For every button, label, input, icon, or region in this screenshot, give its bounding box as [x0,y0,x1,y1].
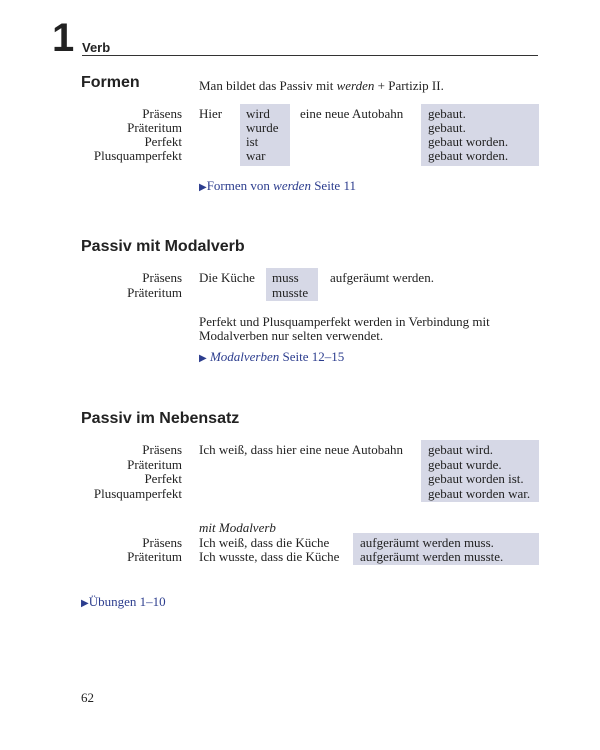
tense-label: Präteritum [127,457,182,472]
aux-verb: wird [246,106,270,121]
tense-label: Präsens [142,270,182,285]
tense-label: Präsens [142,442,182,457]
rest-text: aufgeräumt werden. [330,270,434,285]
verb-cluster: gebaut worden ist. [428,471,524,486]
tense-label: Plusquamperfekt [93,148,182,163]
modal-verb: muss [272,270,299,285]
tense-label: Präteritum [127,549,182,564]
participle: gebaut worden. [428,148,509,163]
note-line: Modalverben nur selten verwendet. [199,328,384,343]
triangle-right-icon: ▶ [81,598,89,609]
modal-verb: musste [272,285,309,300]
triangle-right-icon: ▶ [199,353,207,364]
chapter-title: Verb [82,40,111,55]
clause-text: Ich weiß, dass hier eine neue Autobahn [199,442,403,457]
verb-cluster: gebaut worden war. [428,486,531,501]
page-number: 62 [81,690,94,705]
tense-label: Perfekt [144,471,182,486]
verb-cluster: aufgeräumt werden muss. [360,535,494,550]
subject-text: Die Küche [199,270,255,285]
section-heading-nebensatz: Passiv im Nebensatz [81,410,240,427]
section-heading-formen: Formen [81,74,140,91]
link-uebungen[interactable]: ▶Übungen 1–10 [81,594,166,609]
clause-text: Ich weiß, dass die Küche [199,535,330,550]
section-heading-modalverb: Passiv mit Modalverb [81,238,245,255]
aux-verb: wurde [246,120,279,135]
link-modalverben[interactable]: ▶ Modalverben Seite 12–15 [199,349,345,364]
header-rule [82,55,538,56]
formen-intro: Man bildet das Passiv mit werden + Partizip II. [199,78,444,93]
verb-cluster: gebaut wurde. [428,457,502,472]
chapter-number: 1 [52,16,75,60]
subject-text: Hier [199,106,223,121]
aux-verb: war [246,148,266,163]
triangle-right-icon: ▶ [199,182,207,193]
note-line: Perfekt und Plusquamperfekt werden in Verbindung mit [199,314,490,329]
link-formen-werden[interactable]: ▶Formen von werden Seite 11 [199,178,356,193]
tense-label: Präteritum [127,285,182,300]
tense-label: Präsens [142,535,182,550]
object-text: eine neue Autobahn [300,106,404,121]
aux-verb: ist [246,134,259,149]
subheading-mit-modalverb: mit Modalverb [199,520,276,535]
participle: gebaut worden. [428,134,509,149]
tense-label: Plusquamperfekt [93,486,182,501]
verb-cluster: aufgeräumt werden musste. [360,549,504,564]
tense-label: Präteritum [127,120,182,135]
tense-label: Perfekt [144,134,182,149]
participle: gebaut. [428,120,466,135]
participle: gebaut. [428,106,466,121]
verb-cluster: gebaut wird. [428,442,493,457]
clause-text: Ich wusste, dass die Küche [199,549,340,564]
tense-label: Präsens [142,106,182,121]
